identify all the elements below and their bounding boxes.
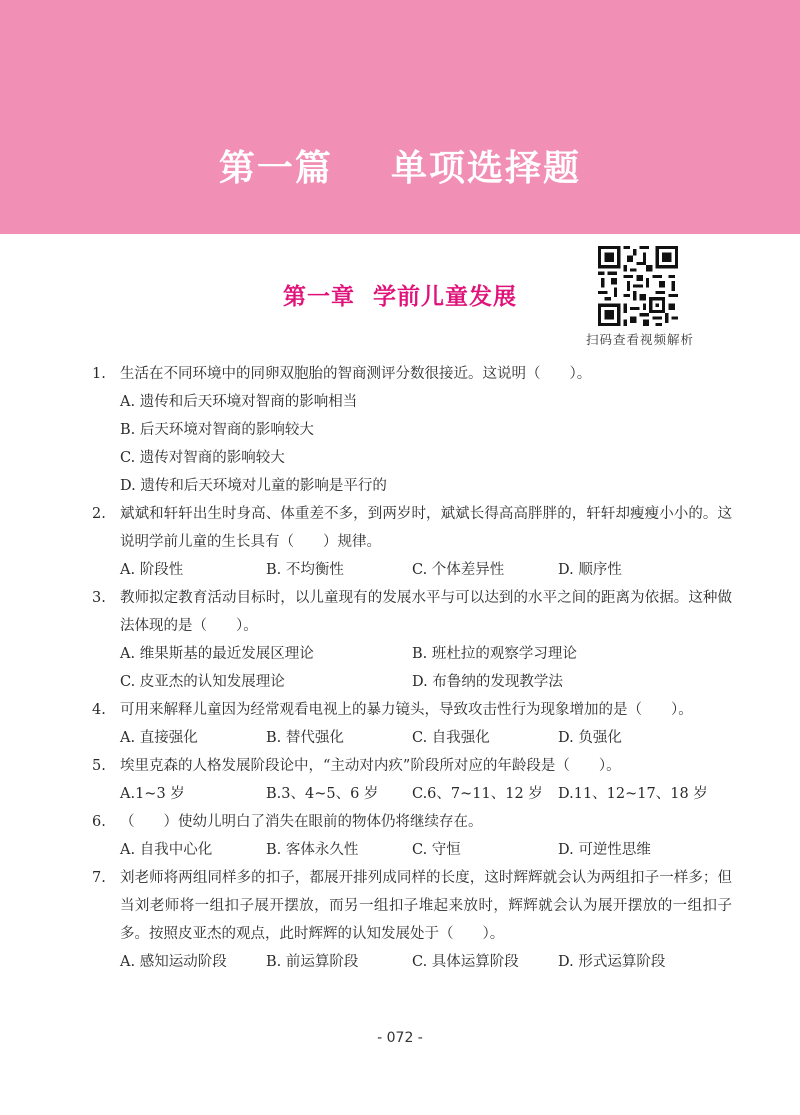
question-number: 2. bbox=[92, 506, 106, 522]
answer-option[interactable]: A. 直接强化 bbox=[120, 730, 198, 746]
answer-option[interactable]: C. 守恒 bbox=[412, 842, 461, 858]
page-number: - 072 - bbox=[377, 1030, 423, 1046]
question-stem: 教师拟定教育活动目标时，以儿童现有的发展水平与可以达到的水平之间的距离为依据。这种做法体现的是（ ）。 bbox=[120, 590, 732, 634]
answer-option[interactable]: D.11、12~17、18 岁 bbox=[558, 786, 708, 802]
answer-option[interactable]: D. 顺序性 bbox=[558, 562, 622, 578]
chapter-title: 第一章 学前儿童发展 bbox=[282, 283, 517, 310]
answer-option[interactable]: D. 布鲁纳的发现教学法 bbox=[412, 674, 563, 690]
answer-option[interactable]: A. 感知运动阶段 bbox=[120, 954, 227, 970]
question-number: 7. bbox=[92, 870, 106, 886]
answer-option[interactable]: C. 遗传对智商的影响较大 bbox=[120, 450, 285, 466]
answer-option[interactable]: D. 负强化 bbox=[558, 730, 622, 746]
question-stem-row bbox=[92, 696, 732, 724]
answer-option[interactable]: B. 客体永久性 bbox=[266, 842, 359, 858]
question-item bbox=[92, 584, 732, 696]
option-group bbox=[120, 556, 732, 584]
question-number: 1. bbox=[92, 366, 106, 382]
section-banner bbox=[0, 0, 800, 234]
question-number: 5. bbox=[92, 758, 106, 774]
question-item bbox=[92, 808, 732, 864]
answer-option[interactable]: A. 遗传和后天环境对智商的影响相当 bbox=[120, 394, 358, 410]
option-group bbox=[120, 388, 732, 500]
qr-caption: 扫码查看视频解析 bbox=[585, 332, 694, 347]
question-item bbox=[92, 360, 732, 500]
question-stem-row bbox=[92, 752, 732, 780]
option-group bbox=[120, 780, 732, 808]
answer-option[interactable]: B. 不均衡性 bbox=[266, 562, 344, 578]
answer-option[interactable]: D. 形式运算阶段 bbox=[558, 954, 666, 970]
answer-option[interactable]: A.1~3 岁 bbox=[120, 786, 185, 802]
question-stem-row bbox=[92, 808, 732, 836]
answer-option[interactable]: B. 前运算阶段 bbox=[266, 954, 359, 970]
answer-option[interactable]: C. 个体差异性 bbox=[412, 562, 505, 578]
question-stem: 埃里克森的人格发展阶段论中，“主动对内疚”阶段所对应的年龄段是（ ）。 bbox=[120, 758, 621, 774]
question-stem: 生活在不同环境中的同卵双胞胎的智商测评分数很接近。这说明（ ）。 bbox=[120, 366, 592, 382]
answer-option[interactable]: A. 阶段性 bbox=[120, 562, 184, 578]
answer-option[interactable]: B. 班杜拉的观察学习理论 bbox=[412, 646, 577, 662]
qr-code-icon[interactable] bbox=[598, 246, 678, 326]
answer-option[interactable]: B. 替代强化 bbox=[266, 730, 344, 746]
question-list bbox=[92, 360, 732, 976]
option-group bbox=[120, 836, 732, 864]
question-stem: 刘老师将两组同样多的扣子，都展开排列成同样的长度，这时辉辉就会认为两组扣子一样多；但当刘老师将一组扣子展开摆放，而另一组扣子堆起来放时，辉辉就会认为展开摆放的一组扣子多。按照皮亚杰的观点，此时辉辉的认知发展处于（ ）。 bbox=[120, 870, 732, 942]
question-stem-row bbox=[92, 864, 732, 948]
question-stem: （ ）使幼儿明白了消失在眼前的物体仍将继续存在。 bbox=[120, 814, 483, 830]
question-number: 3. bbox=[92, 590, 106, 606]
question-item bbox=[92, 752, 732, 808]
answer-option[interactable]: B. 后天环境对智商的影响较大 bbox=[120, 422, 314, 438]
question-item bbox=[92, 864, 732, 976]
answer-option[interactable]: C. 具体运算阶段 bbox=[412, 954, 519, 970]
question-stem-row bbox=[92, 584, 732, 640]
question-number: 6. bbox=[92, 814, 106, 830]
answer-option[interactable]: C. 自我强化 bbox=[412, 730, 490, 746]
question-stem: 可用来解释儿童因为经常观看电视上的暴力镜头，导致攻击性行为现象增加的是（ ）。 bbox=[120, 702, 693, 718]
question-stem: 斌斌和轩轩出生时身高、体重差不多，到两岁时，斌斌长得高高胖胖的，轩轩却瘦瘦小小的。这说明学前儿童的生长具有（ ）规律。 bbox=[120, 506, 732, 550]
answer-option[interactable]: A. 自我中心化 bbox=[120, 842, 213, 858]
option-group bbox=[120, 948, 732, 976]
section-title: 第一篇 单项选择题 bbox=[218, 148, 582, 189]
option-group bbox=[120, 724, 732, 752]
option-group bbox=[120, 640, 732, 696]
question-stem-row bbox=[92, 500, 732, 556]
answer-option[interactable]: D. 遗传和后天环境对儿童的影响是平行的 bbox=[120, 478, 387, 494]
answer-option[interactable]: D. 可逆性思维 bbox=[558, 842, 651, 858]
question-number: 4. bbox=[92, 702, 106, 718]
answer-option[interactable]: C.6、7~11、12 岁 bbox=[412, 786, 543, 802]
question-stem-row bbox=[92, 360, 732, 388]
answer-option[interactable]: A. 维果斯基的最近发展区理论 bbox=[120, 646, 314, 662]
answer-option[interactable]: C. 皮亚杰的认知发展理论 bbox=[120, 674, 285, 690]
question-item bbox=[92, 500, 732, 584]
answer-option[interactable]: B.3、4~5、6 岁 bbox=[266, 786, 379, 802]
question-item bbox=[92, 696, 732, 752]
